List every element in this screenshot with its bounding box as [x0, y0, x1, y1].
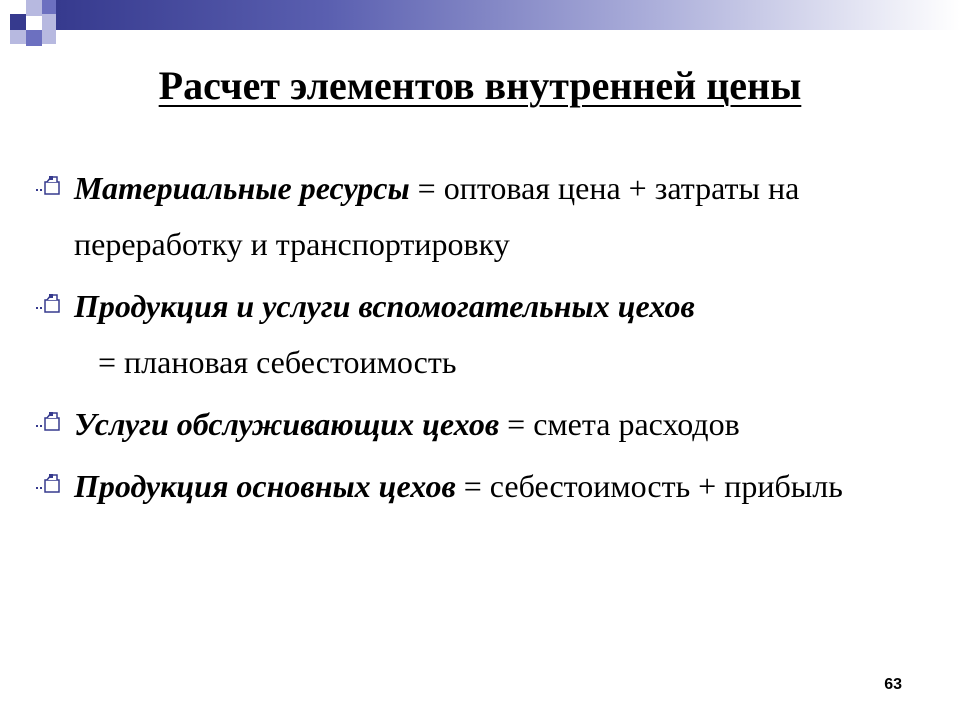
header-square-decoration	[42, 30, 56, 44]
bullet-item	[36, 458, 916, 514]
bullet-term: Материальные ресурсы	[74, 170, 410, 206]
bullet-item	[36, 396, 916, 452]
header-square-decoration	[10, 14, 26, 30]
folder-bullet-icon	[36, 410, 62, 436]
bullet-term: Продукция основных цехов	[74, 468, 456, 504]
header-square-decoration	[10, 30, 26, 44]
bullet-text: = себестоимость + прибыль	[455, 468, 843, 504]
bullet-term: Услуги обслуживающих цехов	[74, 406, 500, 442]
bullet-term: Продукция и услуги вспомогательных цехов	[74, 288, 695, 324]
header-square-decoration	[42, 0, 56, 14]
bullet-text: = плановая себестоимость	[74, 344, 457, 380]
folder-bullet-icon	[36, 472, 62, 498]
slide-title: Расчет элементов внутренней цены	[158, 63, 802, 108]
folder-bullet-icon	[36, 174, 62, 200]
folder-bullet-icon	[36, 292, 62, 318]
header-gradient-band	[56, 0, 960, 30]
bullet-item	[36, 278, 916, 390]
bullet-item	[36, 160, 916, 272]
bullet-text: = смета расходов	[499, 406, 740, 442]
header-square-decoration	[42, 14, 56, 30]
header-square-decoration	[26, 30, 42, 46]
bullet-list	[36, 160, 916, 520]
bullet-text: = оптовая цена + затраты на переработку и транспортировку	[74, 170, 800, 262]
page-number: 63	[884, 676, 902, 693]
header-square-decoration	[26, 0, 42, 16]
